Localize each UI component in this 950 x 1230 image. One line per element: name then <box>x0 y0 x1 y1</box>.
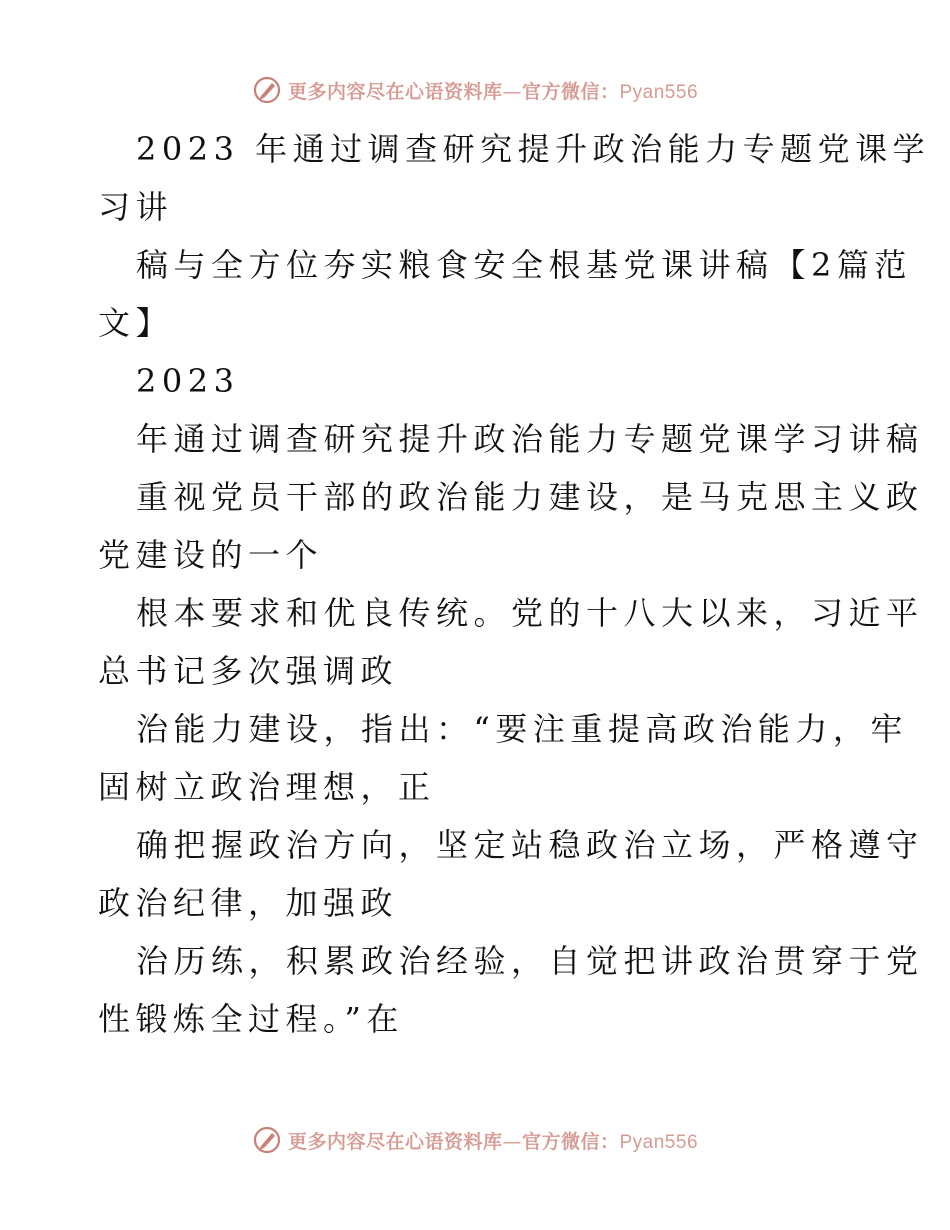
body-line-6: 年通过调查研究提升政治能力专题党课学习讲稿 <box>136 420 924 458</box>
body-line-10: 总书记多次强调政 <box>98 652 399 690</box>
pen-logo-icon <box>252 1125 282 1155</box>
body-line-14: 政治纪律，加强政 <box>98 884 399 922</box>
body-line-9: 根本要求和优良传统。党的十八大以来，习近平 <box>136 594 924 632</box>
watermark-main-text: 更多内容尽在心语资料库 <box>287 1130 503 1153</box>
body-line-1: 2023 年通过调查研究提升政治能力专题党课学 <box>136 130 931 168</box>
watermark-dash: — <box>502 80 522 103</box>
body-line-8: 党建设的一个 <box>98 536 324 574</box>
body-line-2: 习讲 <box>98 188 174 226</box>
watermark-wechat-id: Pyan556 <box>619 1131 699 1153</box>
body-line-5: 2023 <box>136 362 240 400</box>
body-line-11: 治能力建设，指出：“要注重提高政治能力，牢 <box>136 710 908 748</box>
body-line-15: 治历练，积累政治经验，自觉把讲政治贯穿于党 <box>136 942 924 980</box>
document-body <box>98 120 931 1048</box>
body-line-13: 确把握政治方向，坚定站稳政治立场，严格遵守 <box>136 826 924 864</box>
pen-logo-icon <box>252 75 282 105</box>
watermark-wechat-id: Pyan556 <box>619 81 699 103</box>
body-line-16: 性锻炼全过程。”在 <box>98 1000 404 1038</box>
body-line-12: 固树立政治理想，正 <box>98 768 436 806</box>
body-line-3: 稿与全方位夯实粮食安全根基党课讲稿【2篇范 <box>136 246 912 284</box>
footer-watermark <box>0 1123 950 1157</box>
watermark-dash: — <box>502 1130 522 1153</box>
body-line-4: 文】 <box>98 304 174 342</box>
header-watermark <box>0 73 950 107</box>
watermark-wechat-label: 官方微信： <box>521 1130 620 1153</box>
watermark-main-text: 更多内容尽在心语资料库 <box>287 80 503 103</box>
watermark-wechat-label: 官方微信： <box>521 80 620 103</box>
body-line-7: 重视党员干部的政治能力建设，是马克思主义政 <box>136 478 924 516</box>
